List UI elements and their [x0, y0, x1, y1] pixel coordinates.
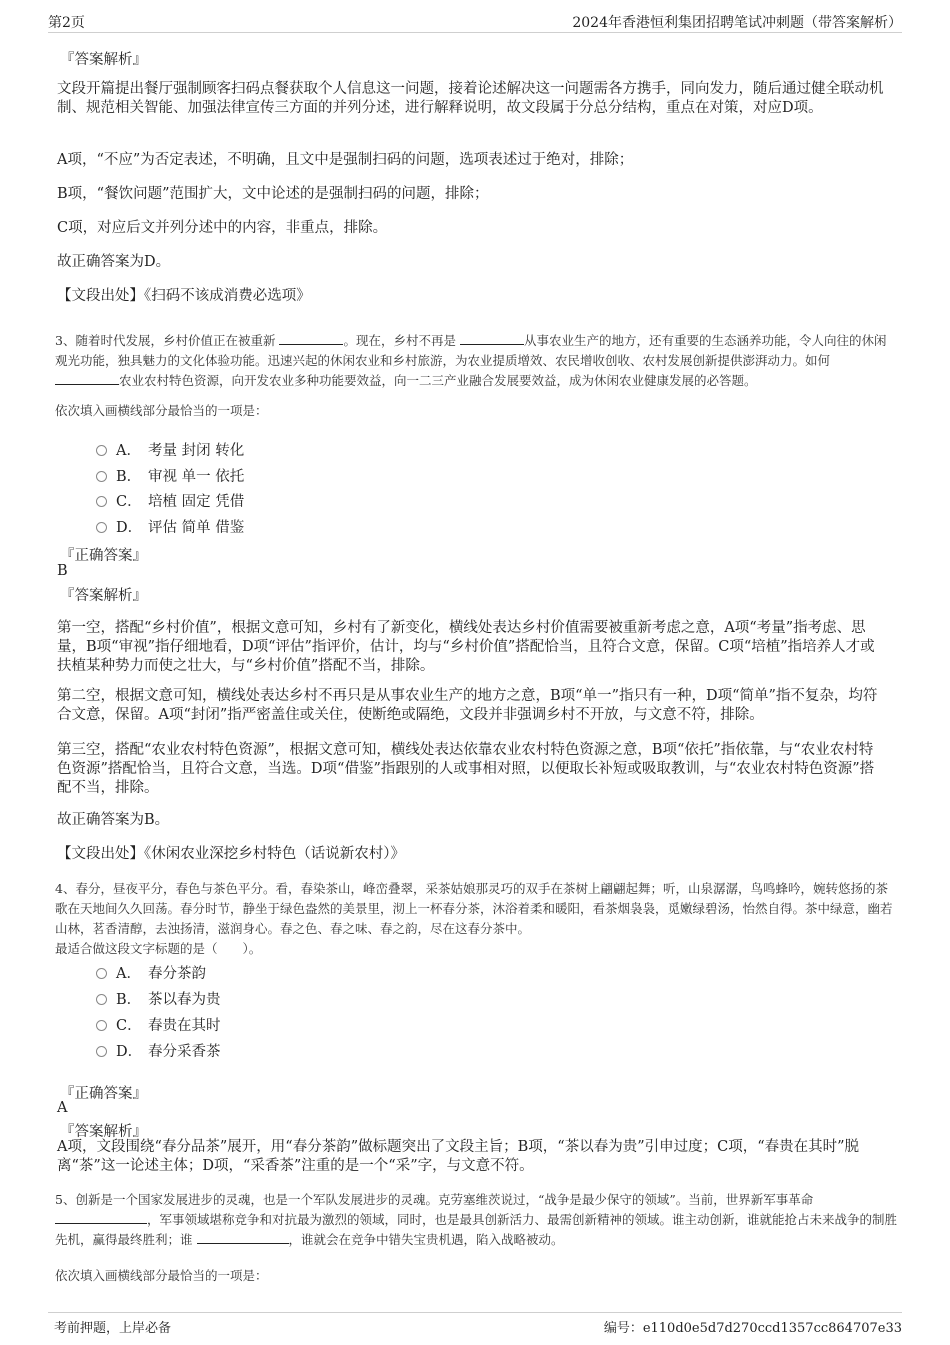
- q3-conclusion: 故正确答案为B。: [57, 812, 170, 828]
- q4-option-c[interactable]: C． 春贵在其时: [96, 1014, 221, 1035]
- radio-icon[interactable]: [96, 1020, 107, 1031]
- q3-option-c[interactable]: C． 培植 固定 凭借: [96, 490, 244, 511]
- q4-option-b[interactable]: B． 茶以春为贵: [96, 988, 221, 1009]
- page-footer: [48, 1312, 902, 1336]
- q5-prompt: 依次填入画横线部分最恰当的一项是：: [55, 1268, 268, 1283]
- q3-source: 【文段出处】《休闲农业深挖乡村特色（话说新农村）》: [57, 846, 405, 862]
- q3-option-d[interactable]: D． 评估 简单 借鉴: [96, 516, 244, 537]
- radio-icon[interactable]: [96, 445, 107, 456]
- q4-analysis-label: 『答案解析』: [60, 1124, 147, 1140]
- q5-blank-2: [197, 1231, 289, 1244]
- q5-question-text: 5、创新是一个国家发展进步的灵魂，也是一个军队发展进步的灵魂。克劳塞维茨说过，“战争是最少保守的领域”。当前，世界新军事革命 ，军事领域堪称竞争和对抗最为激烈的领域，同时，也是最具创新活力、最需创新精神的领域。谁主动创新，谁就能抢占未来战争的制胜先机，赢得最终胜利；谁 ，谁就会在竞争中错失宝贵机遇，陷入战略被动。: [55, 1192, 898, 1247]
- page-header: [48, 12, 902, 33]
- radio-icon[interactable]: [96, 522, 107, 533]
- q2-analysis-a: A项，“不应”为否定表述，不明确，且文中是强制扫码的问题，选项表述过于绝对，排除；: [57, 152, 634, 168]
- q3-answer: B: [57, 563, 68, 579]
- q4-answer: A: [57, 1100, 68, 1116]
- q3-analysis-label: 『答案解析』: [60, 588, 147, 604]
- q3-analysis-2: 第二空，根据文意可知，横线处表达乡村不再只是从事农业生产的地方之意，B项“单一”指只有一种，D项“简单”指不复杂，均符合文意，保留。A项“封闭”指严密盖住或关住，使断绝或隔绝，文段并非强调乡村不开放，与文意不符，排除。: [57, 688, 878, 723]
- q2-analysis-label: 『答案解析』: [60, 52, 147, 68]
- q4-correct-label: 『正确答案』: [60, 1086, 147, 1102]
- q3-blank-3: [55, 372, 119, 385]
- q3-analysis-3: 第三空，搭配“农业农村特色资源”，根据文意可知，横线处表达依靠农业农村特色资源之意，B项“依托”指依靠，与“农业农村特色资源”搭配恰当，且符合文意，当选。D项“借鉴”指跟别的人或事相对照，以便取长补短或吸取教训，与“农业农村特色资源”搭配不当，排除。: [57, 742, 875, 796]
- radio-icon[interactable]: [96, 471, 107, 482]
- q4-prompt: 最适合做这段文字标题的是（ ）。: [55, 941, 262, 956]
- page-number: 第2页: [48, 15, 85, 31]
- q5-blank-1: [55, 1211, 147, 1224]
- q4-option-a[interactable]: A． 春分茶韵: [96, 962, 206, 983]
- document-title: 2024年香港恒利集团招聘笔试冲刺题（带答案解析）: [572, 15, 902, 31]
- q3-prompt: 依次填入画横线部分最恰当的一项是：: [55, 403, 268, 418]
- footer-serial: 编号：e110d0e5d7d270ccd1357cc864707e33: [603, 1321, 902, 1336]
- footer-slogan: 考前押题，上岸必备: [54, 1321, 172, 1336]
- radio-icon[interactable]: [96, 968, 107, 979]
- q3-option-b[interactable]: B． 审视 单一 依托: [96, 465, 244, 486]
- q3-blank-1: [279, 332, 343, 345]
- radio-icon[interactable]: [96, 496, 107, 507]
- q2-analysis-c: C项，对应后文并列分述中的内容，非重点，排除。: [57, 220, 388, 236]
- q3-analysis-1: 第一空，搭配“乡村价值”，根据文意可知，乡村有了新变化，横线处表达乡村价值需要被重新考虑之意，A项“考量”指考虑、思量，B项“审视”指仔细地看，D项“评估”指评价，估计，均与“乡村价值”搭配恰当，且符合文意，保留。C项“培植”指培养人才或扶植某种势力而使之壮大，与“乡村价值”搭配不当，排除。: [57, 620, 875, 674]
- q4-option-d[interactable]: D． 春分采香茶: [96, 1040, 221, 1061]
- radio-icon[interactable]: [96, 994, 107, 1005]
- q2-conclusion: 故正确答案为D。: [57, 254, 171, 270]
- q3-correct-label: 『正确答案』: [60, 548, 147, 564]
- q3-option-a[interactable]: A． 考量 封闭 转化: [96, 439, 244, 460]
- q2-source: 【文段出处】《扫码不该成消费必选项》: [57, 288, 311, 304]
- q3-question-text: 3、随着时代发展，乡村价值正在被重新 。现在，乡村不再是 从事农业生产的地方，还有重要的生态涵养功能，令人向往的休闲观光功能，独具魅力的文化体验功能。迅速兴起的休闲农业和乡村旅游，为农业提质增效、农民增收创收、农村发展创新提供澎湃动力。如何 农业农村特色资源，向开发农业多种功能要效益，向一二三产业融合发展要效益，成为休闲农业健康发展的必答题。: [55, 333, 887, 388]
- q2-analysis-b: B项，“餐饮问题”范围扩大，文中论述的是强制扫码的问题，排除；: [57, 186, 489, 202]
- q4-question-text: 4、春分，昼夜平分，春色与茶色平分。看，春染茶山，峰峦叠翠，采茶姑娘那灵巧的双手在茶树上翩翩起舞；听，山泉潺潺，鸟鸣蜂吟，婉转悠扬的茶歌在天地间久久回荡。春分时节，静坐于绿色盎然的美景里，沏上一杯春分茶，沐浴着柔和暖阳，看茶烟袅袅，觅嫩绿碧汤，怡然自得。茶中绿意，幽若山林，茗香清醇，去浊扬清，滋润身心。春之色、春之味、春之韵，尽在这春分茶中。: [55, 881, 893, 936]
- radio-icon[interactable]: [96, 1046, 107, 1057]
- q2-analysis-paragraph: 文段开篇提出餐厅强制顾客扫码点餐获取个人信息这一问题，接着论述解决这一问题需各方携手，同向发力，随后通过健全联动机制、规范相关智能、加强法律宣传三方面的并列分述，进行解释说明，故文段属于分总分结构，重点在对策，对应D项。: [57, 81, 884, 116]
- q3-blank-2: [460, 332, 524, 345]
- q4-analysis: A项，文段围绕“春分品茶”展开，用“春分茶韵”做标题突出了文段主旨；B项，“茶以春为贵”引申过度；C项，“春贵在其时”脱离“茶”这一论述主体；D项，“采香茶”注重的是一个“采”字，与文意不符。: [57, 1139, 860, 1174]
